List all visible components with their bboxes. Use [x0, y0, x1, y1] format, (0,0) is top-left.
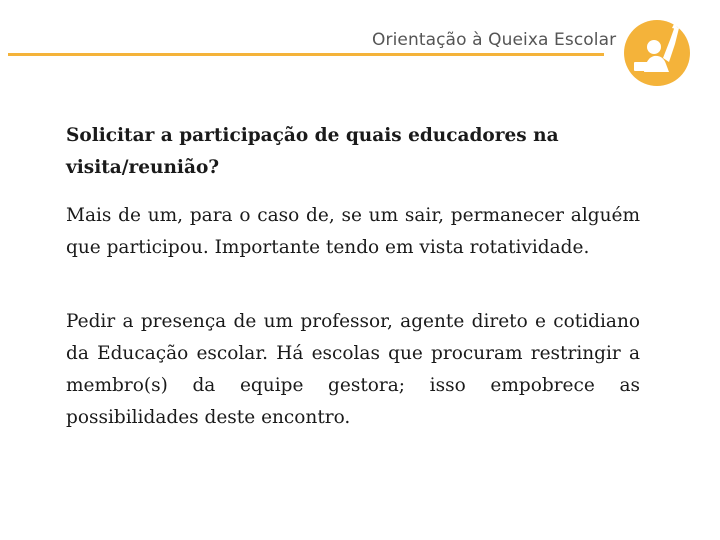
answer-paragraph-1: Mais de um, para o caso de, se um sair, permanecer alguém que participou. Importante tendo em vista rotatividade.: [66, 205, 640, 258]
slide-content: [66, 120, 640, 434]
question-heading: Solicitar a participação de quais educadores na visita/reunião?: [66, 125, 559, 178]
header-divider: [8, 53, 604, 56]
child-with-raised-hand-icon: [622, 18, 692, 88]
header-title: Orientação à Queixa Escolar: [372, 30, 617, 50]
answer-paragraph-2: Pedir a presença de um professor, agente direto e cotidiano da Educação escolar. Há escolas que procuram restringir a membro(s) da equipe gestora; isso empobrece as possibilidades deste encontro.: [66, 311, 640, 428]
